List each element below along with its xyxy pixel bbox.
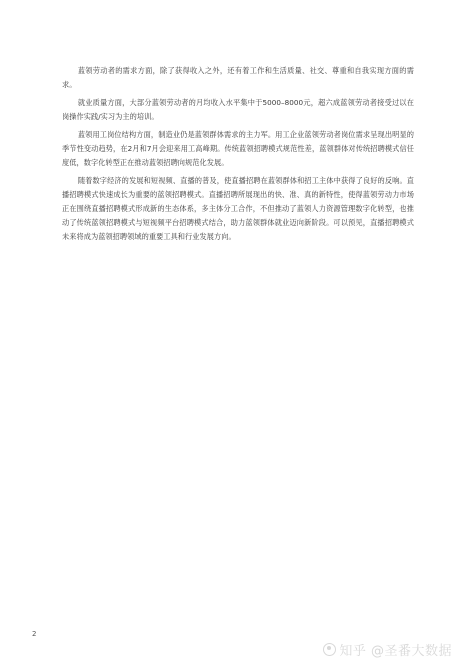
watermark-text: 知乎 @圣番大数据 bbox=[339, 644, 452, 659]
body-text bbox=[62, 64, 414, 248]
zhihu-logo-icon bbox=[323, 643, 336, 656]
paragraph-job-structure: 蓝领用工岗位结构方面，制造业仍是蓝领群体需求的主力军。用工企业蓝领劳动者岗位需求呈现出明显的季节性变动趋势，在2月和7月会迎来用工高峰期。传统蓝领招聘模式规范性差，蓝领群体对传统招聘模式信任度低，数字化转型正在推动蓝领招聘向规范化发展。 bbox=[62, 130, 414, 167]
paragraph-employment-quality: 就业质量方面，大部分蓝领劳动者的月均收入水平集中于5000–8000元，超六成蓝领劳动者接受过以在岗操作实践/实习为主的培训。 bbox=[62, 98, 414, 121]
paragraph-live-recruitment: 随着数字经济的发展和短视频、直播的普及，使直播招聘在蓝领群体和招工主体中获得了良好的反响。直播招聘模式快速成长为重要的蓝领招聘模式。直播招聘所展现出的快、准、真的新特性，使得蓝领劳动力市场正在围绕直播招聘模式形成新的生态体系，多主体分工合作，不但推动了蓝领人力资源管理数字化转型，也推动了传统蓝领招聘模式与短视频平台招聘模式结合，助力蓝领群体就业迈向新阶段。可以预见，直播招聘模式未来将成为蓝领招聘领域的重要工具和行业发展方向。 bbox=[62, 176, 414, 241]
page-number: 2 bbox=[32, 630, 37, 638]
paragraph-worker-needs: 蓝领劳动者的需求方面，除了获得收入之外，还有着工作和生活质量、社交、尊重和自我实现方面的需求。 bbox=[62, 66, 414, 89]
watermark bbox=[323, 640, 452, 659]
